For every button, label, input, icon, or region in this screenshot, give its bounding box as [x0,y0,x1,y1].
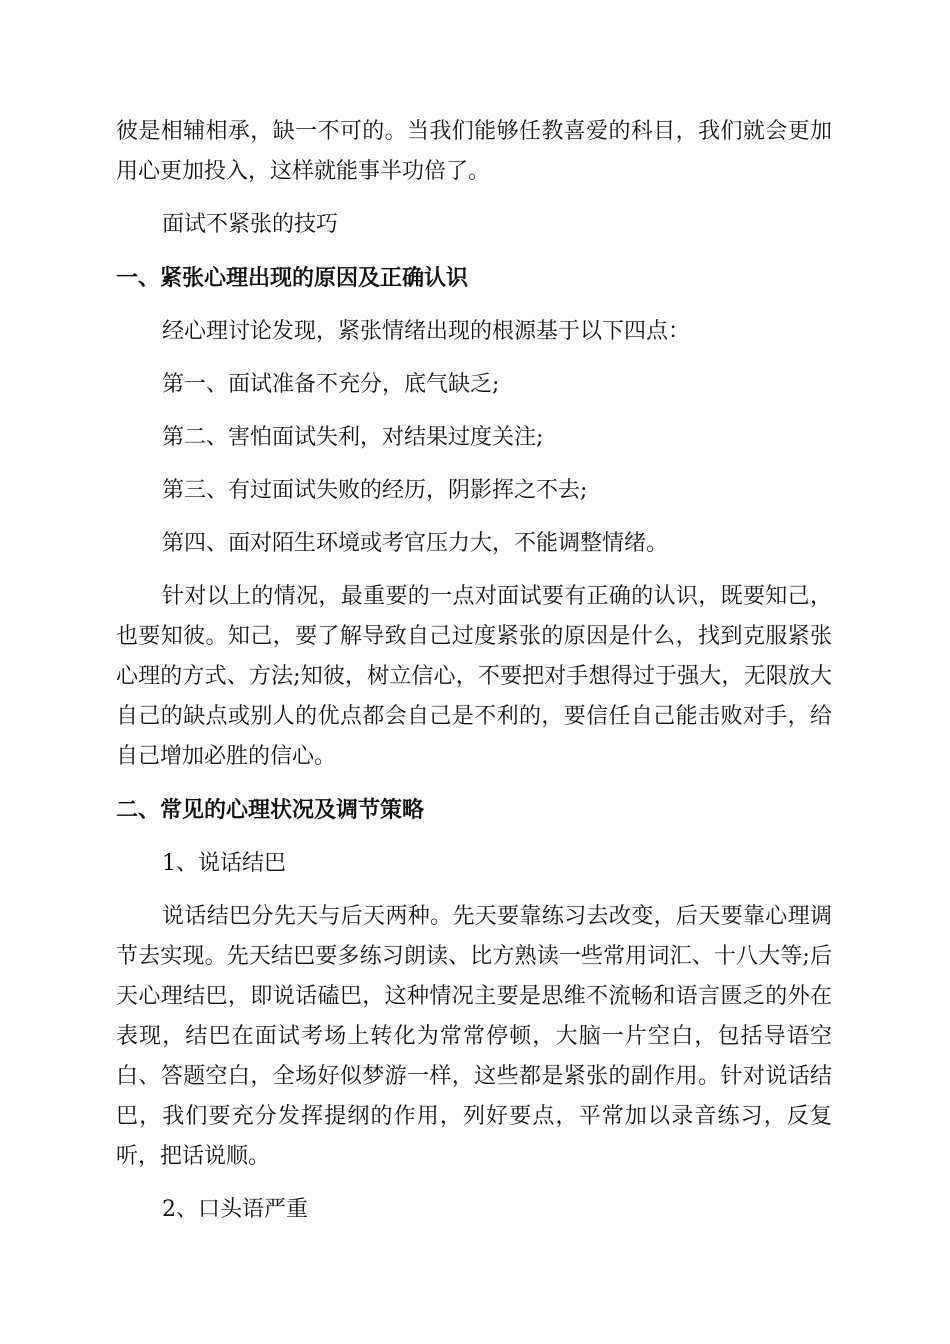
reason-item-3: 第三、有过面试失败的经历，阴影挥之不去; [162,478,588,503]
reason-item-4: 第四、面对陌生环境或考官压力大，不能调整情绪。 [162,531,669,556]
reason-item-1: 第一、面试准备不充分，底气缺乏; [162,372,500,397]
paragraph-advice: 针对以上的情况，最重要的一点对面试要有正确的认识，既要知己，也要知彼。知己，要了解导致自己过度紧张的原因是什么，找到克服紧张心理的方式、方法;知彼，树立信心，不要把对手想得过于强大，无限放大自己的缺点或别人的优点都会自己是不利的，要信任自己能击败对手，给自己增加必胜的信心。 [116,584,832,769]
section-heading-2: 二、常见的心理状况及调节策略 [116,798,425,823]
reason-item-2: 第二、害怕面试失利，对结果过度关注; [162,425,544,450]
item-title-2: 2、口头语严重 [162,1197,308,1222]
subtitle: 面试不紧张的技巧 [162,212,339,237]
paragraph-findings: 经心理讨论发现，紧张情绪出现的根源基于以下四点： [162,319,691,344]
paragraph-intro: 彼是相辅相承，缺一不可的。当我们能够任教喜爱的科目，我们就会更加用心更加投入，这样就能事半功倍了。 [116,119,832,184]
item-body-1: 说话结巴分先天与后天两种。先天要靠练习去改变，后天要靠心理调节去实现。先天结巴要多练习朗读、比方熟读一些常用词汇、十八大等;后天心理结巴，即说话磕巴，这种情况主要是思维不流畅和语言匮乏的外在表现，结巴在面试考场上转化为常常停顿，大脑一片空白，包括导语空白、答题空白，全场好似梦游一样，这些都是紧张的副作用。针对说话结巴，我们要充分发挥提纲的作用，列好要点，平常加以录音练习，反复听，把话说顺。 [116,904,832,1169]
document-body [116,112,832,1230]
item-title-1: 1、说话结巴 [162,851,286,876]
section-heading-1: 一、紧张心理出现的原因及正确认识 [116,266,469,291]
